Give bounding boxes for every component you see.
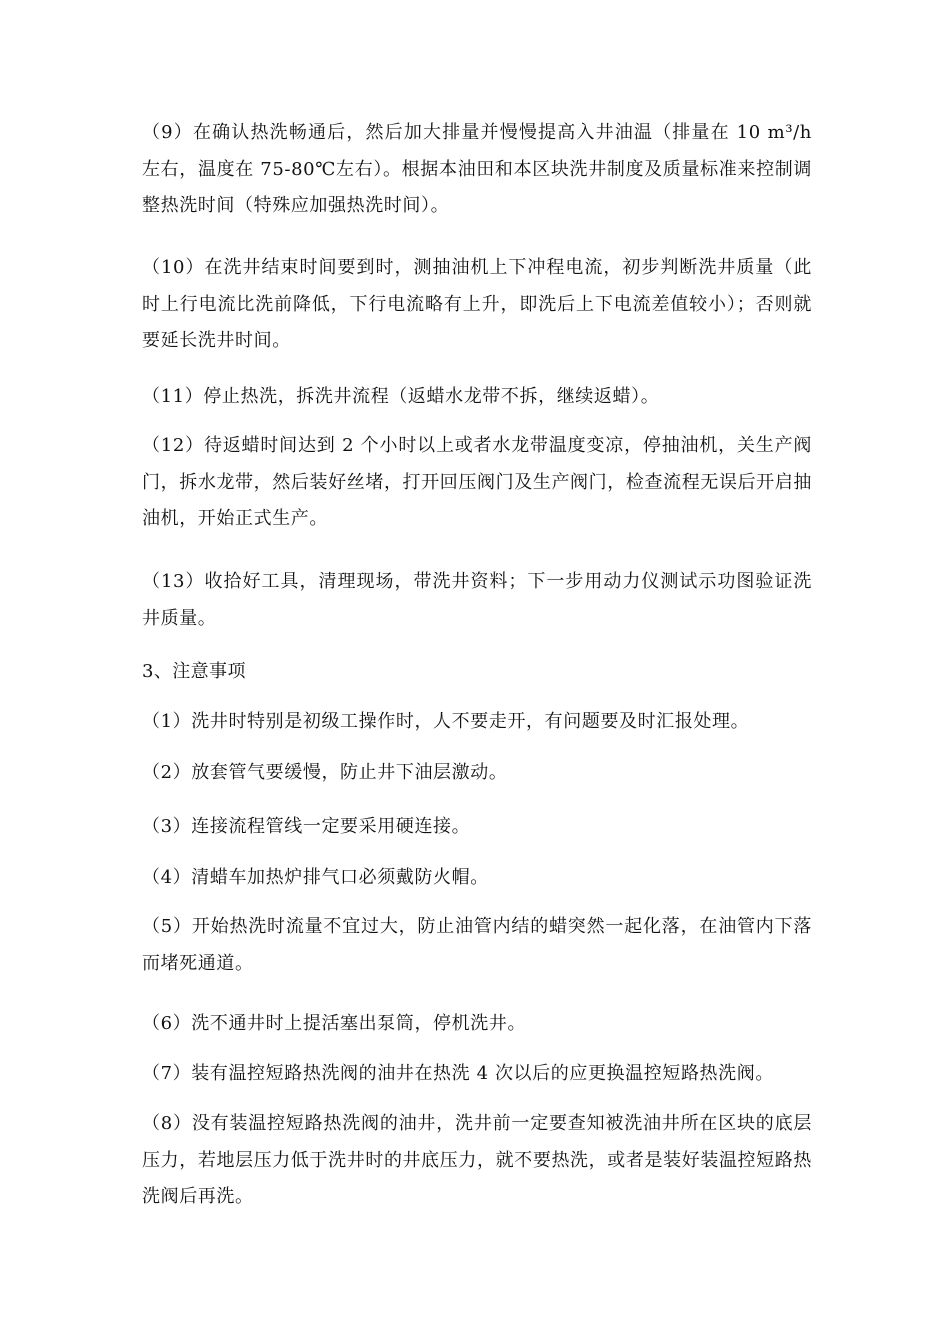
procedure-step-12: （12）待返蜡时间达到 2 个小时以上或者水龙带温度变凉，停抽油机，关生产阀门，拆水龙带，然后装好丝堵，打开回压阀门及生产阀门，检查流程无误后开启抽油机，开始正式生产。 bbox=[142, 435, 812, 529]
note-2: （2）放套管气要缓慢，防止井下油层激动。 bbox=[142, 762, 508, 783]
procedure-step-9: （9）在确认热洗畅通后，然后加大排量并慢慢提高入井油温（排量在 10 m³/h 左右，温度在 75-80℃左右）。根据本油田和本区块洗井制度及质量标准来控制调整热洗时间（特殊应加强热洗时间）。 bbox=[142, 122, 812, 216]
procedure-step-11: （11）停止热洗，拆洗井流程（返蜡水龙带不拆，继续返蜡）。 bbox=[142, 386, 660, 407]
note-6: （6）洗不通井时上提活塞出泵筒，停机洗井。 bbox=[142, 1013, 527, 1034]
procedure-step-13: （13）收拾好工具，清理现场，带洗井资料；下一步用动力仪测试示功图验证洗井质量。 bbox=[142, 571, 812, 629]
procedure-step-10: （10）在洗井结束时间要到时，测抽油机上下冲程电流，初步判断洗井质量（此时上行电流比洗前降低，下行电流略有上升，即洗后上下电流差值较小）；否则就要延长洗井时间。 bbox=[142, 257, 812, 351]
note-5: （5）开始热洗时流量不宜过大，防止油管内结的蜡突然一起化落，在油管内下落而堵死通道。 bbox=[142, 916, 812, 974]
note-3: （3）连接流程管线一定要采用硬连接。 bbox=[142, 816, 471, 837]
note-7: （7）装有温控短路热洗阀的油井在热洗 4 次以后的应更换温控短路热洗阀。 bbox=[142, 1063, 774, 1084]
note-4: （4）清蜡车加热炉排气口必须戴防火帽。 bbox=[142, 867, 489, 888]
note-1: （1）洗井时特别是初级工操作时，人不要走开，有问题要及时汇报处理。 bbox=[142, 711, 750, 732]
section-heading: 3、注意事项 bbox=[142, 661, 246, 682]
note-8: （8）没有装温控短路热洗阀的油井，洗井前一定要查知被洗油井所在区块的底层压力，若地层压力低于洗井时的井底压力，就不要热洗，或者是装好装温控短路热洗阀后再洗。 bbox=[142, 1113, 812, 1207]
